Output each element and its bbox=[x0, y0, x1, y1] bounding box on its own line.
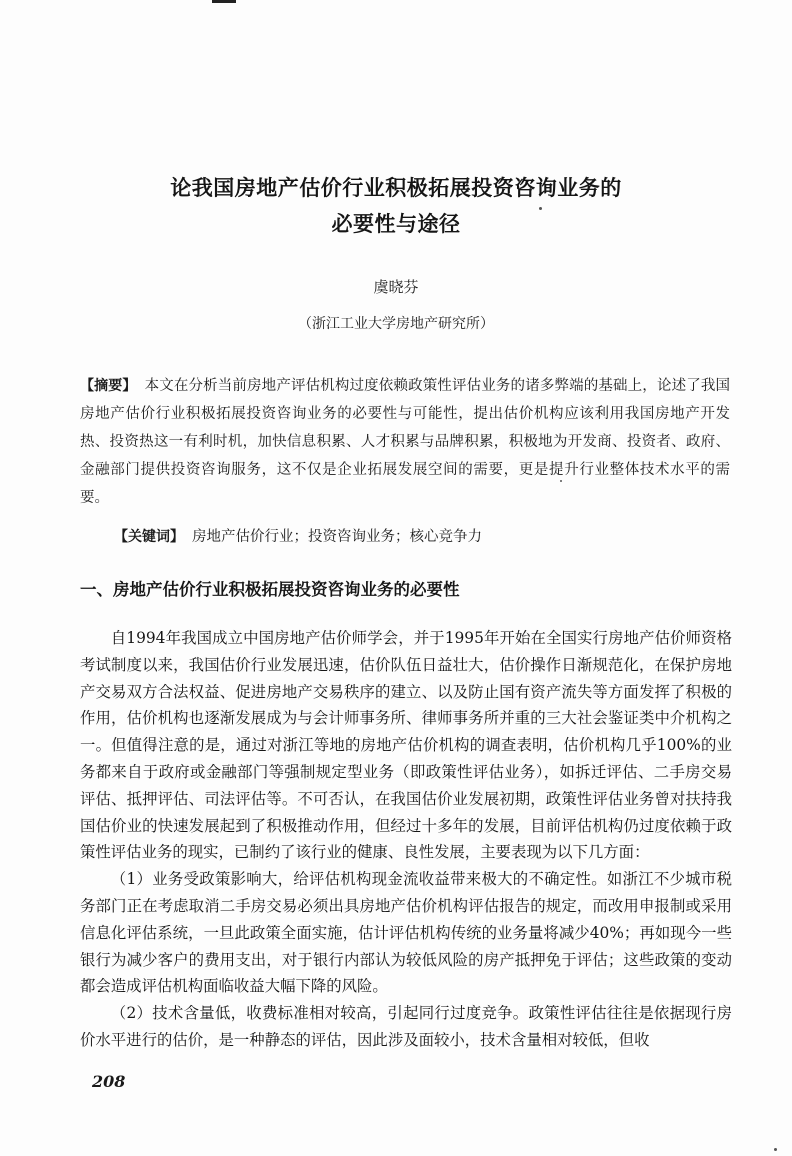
page-number: 208 bbox=[92, 1072, 126, 1091]
scan-mark bbox=[212, 0, 236, 3]
abstract bbox=[80, 372, 730, 512]
body-paragraph: 自1994年我国成立中国房地产估价师学会，并于1995年开始在全国实行房地产估价师资格考试制度以来，我国估价行业发展迅速，估价队伍日益壮大，估价操作日渐规范化，在保护房地产交易双方合法权益、促进房地产交易秩序的建立、以及防止国有资产流失等方面发挥了积极的作用，估价机构也逐渐发展成为与会计师事务所、律师事务所并重的三大社会鉴证类中介机构之一。但值得注意的是，通过对浙江等地的房地产估价机构的调查表明，估价机构几乎100%的业务都来自于政府或金融部门等强制规定型业务（即政策性评估业务），如拆迁评估、二手房交易评估、抵押评估、司法评估等。不可否认，在我国估价业发展初期，政策性评估业务曾对扶持我国估价业的快速发展起到了积极推动作用，但经过十多年的发展，目前评估机构仍过度依赖于政策性评估业务的现实，已制约了该行业的健康、良性发展，主要表现为以下几方面： bbox=[80, 629, 732, 862]
scan-speck bbox=[539, 207, 542, 210]
author-name: 虞晓芬 bbox=[373, 278, 419, 296]
body-paragraph: （2）技术含量低，收费标准相对较高，引起同行过度竞争。政策性评估往往是依据现行房价水平进行的估价，是一种静态的评估，因此涉及面较小，技术含量相对较低，但收 bbox=[80, 1004, 732, 1049]
body-text bbox=[80, 625, 732, 1054]
body-paragraph: （1）业务受政策影响大，给评估机构现金流收益带来极大的不确定性。如浙江不少城市税务部门正在考虑取消二手房交易必须出具房地产估价机构评估报告的规定，而改用申报制或采用信息化评估系统，一旦此政策全面实施，估计评估机构传统的业务量将减少40%；再如现今一些银行为减少客户的费用支出，对于银行内部认为较低风险的房产抵押免于评估；这些政策的变动都会造成评估机构面临收益大幅下降的风险。 bbox=[80, 870, 732, 996]
abstract-text: 本文在分析当前房地产评估机构过度依赖政策性评估业务的诸多弊端的基础上，论述了我国房地产估价行业积极拓展投资咨询业务的必要性与可能性，提出估价机构应该利用我国房地产开发热、投资热这一有利时机，加快信息积累、人才积累与品牌积累，积极地为开发商、投资者、政府、金融部门提供投资咨询服务，这不仅是企业拓展发展空间的需要，更是提升行业整体技术水平的需要。 bbox=[80, 378, 731, 506]
keywords-text: 房地产估价行业；投资咨询业务；核心竞争力 bbox=[192, 529, 482, 545]
scan-speck bbox=[560, 480, 562, 482]
article-title-line-2: 必要性与途径 bbox=[331, 212, 461, 236]
abstract-label: 【摘要】 bbox=[80, 378, 137, 394]
keywords-label: 【关键词】 bbox=[114, 529, 184, 545]
keywords bbox=[114, 523, 734, 551]
article-title-line-1: 论我国房地产估价行业积极拓展投资咨询业务的 bbox=[170, 176, 622, 200]
scan-speck bbox=[774, 1148, 777, 1151]
author-affiliation: （浙江工业大学房地产研究所） bbox=[298, 316, 494, 332]
section-heading: 一、房地产估价行业积极拓展投资咨询业务的必要性 bbox=[80, 580, 460, 599]
